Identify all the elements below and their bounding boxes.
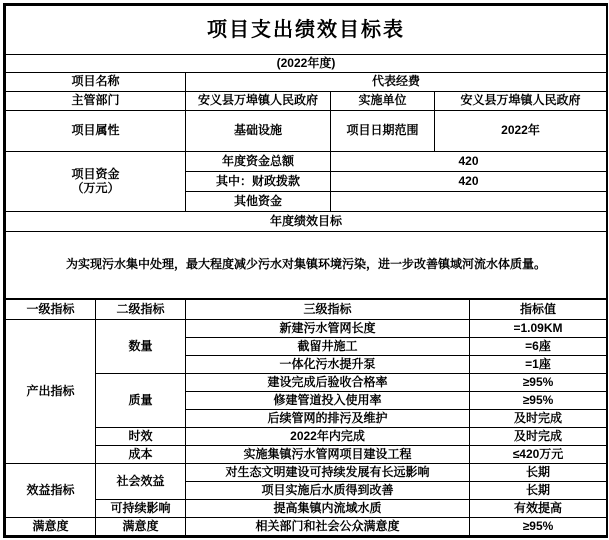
level3-cell: 相关部门和社会公众满意度: [186, 518, 470, 536]
attribute-value: 基础设施: [186, 111, 331, 152]
funds-other-value: [331, 192, 607, 212]
value-cell: ≥95%: [470, 374, 607, 392]
level2-cell: 时效: [96, 428, 186, 446]
funds-fiscal-label: 其中：财政拨款: [186, 172, 331, 192]
indicator-header-row: [6, 300, 607, 320]
level1-cell: 产出指标: [6, 320, 96, 464]
indicator-row: [6, 518, 607, 536]
value-cell: 长期: [470, 464, 607, 482]
implement-unit-label: 实施单位: [331, 92, 435, 111]
level3-cell: 实施集镇污水管网项目建设工程: [186, 446, 470, 464]
funds-label: [6, 152, 186, 212]
department-label: 主管部门: [6, 92, 186, 111]
level3-cell: 新建污水管网长度: [186, 320, 470, 338]
value-cell: =1座: [470, 356, 607, 374]
funds-total-value: 420: [331, 152, 607, 172]
indicator-row: [6, 320, 607, 338]
funds-total-label: 年度资金总额: [186, 152, 331, 172]
project-name-value: 代表经费: [186, 73, 607, 92]
value-cell: 及时完成: [470, 428, 607, 446]
level1-cell: 效益指标: [6, 464, 96, 518]
level3-cell: 2022年内完成: [186, 428, 470, 446]
project-name-label: 项目名称: [6, 73, 186, 92]
level3-cell: 一体化污水提升泵: [186, 356, 470, 374]
header-level3: 三级指标: [186, 300, 470, 320]
annual-goal-section-title: 年度绩效目标: [6, 212, 607, 232]
value-cell: ≤420万元: [470, 446, 607, 464]
header-level1: 一级指标: [6, 300, 96, 320]
funds-other-label: 其他资金: [186, 192, 331, 212]
value-cell: =6座: [470, 338, 607, 356]
level3-cell: 截留井施工: [186, 338, 470, 356]
funds-label-line2: （万元）: [71, 180, 120, 195]
funds-fiscal-value: 420: [331, 172, 607, 192]
level3-cell: 项目实施后水质得到改善: [186, 482, 470, 500]
value-cell: ≥95%: [470, 392, 607, 410]
value-cell: 有效提高: [470, 500, 607, 518]
department-value: 安义县万埠镇人民政府: [186, 92, 331, 111]
level3-cell: 修建管道投入使用率: [186, 392, 470, 410]
funds-label-line1: 项目资金: [71, 166, 120, 181]
value-cell: 长期: [470, 482, 607, 500]
indicator-row: [6, 500, 607, 518]
performance-target-table: [3, 3, 608, 538]
level3-cell: 后续管网的排污及维护: [186, 410, 470, 428]
attribute-label: 项目属性: [6, 111, 186, 152]
indicator-row: [6, 464, 607, 482]
indicator-row: [6, 446, 607, 464]
level3-cell: 建设完成后验收合格率: [186, 374, 470, 392]
implement-unit-value: 安义县万埠镇人民政府: [435, 92, 607, 111]
level2-cell: 数量: [96, 320, 186, 374]
level3-cell: 提高集镇内流域水质: [186, 500, 470, 518]
level1-cell: 满意度: [6, 518, 96, 536]
level3-cell: 对生态文明建设可持续发展有长远影响: [186, 464, 470, 482]
value-cell: ≥95%: [470, 518, 607, 536]
indicator-table: [5, 299, 607, 536]
date-range-label: 项目日期范围: [331, 111, 435, 152]
value-cell: =1.09KM: [470, 320, 607, 338]
value-cell: 及时完成: [470, 410, 607, 428]
level2-cell: 社会效益: [96, 464, 186, 500]
level2-cell: 质量: [96, 374, 186, 428]
level2-cell: 满意度: [96, 518, 186, 536]
annual-goal-text: 为实现污水集中处理，最大程度减少污水对集镇环境污染，进一步改善镇域河流水体质量。: [6, 232, 607, 299]
header-level2: 二级指标: [96, 300, 186, 320]
info-table: [5, 5, 607, 299]
indicator-row: [6, 374, 607, 392]
level2-cell: 成本: [96, 446, 186, 464]
date-range-value: 2022年: [435, 111, 607, 152]
page-title: 项目支出绩效目标表: [6, 6, 607, 55]
indicator-row: [6, 428, 607, 446]
level2-cell: 可持续影响: [96, 500, 186, 518]
header-value: 指标值: [470, 300, 607, 320]
period-label: (2022年度): [6, 55, 607, 73]
